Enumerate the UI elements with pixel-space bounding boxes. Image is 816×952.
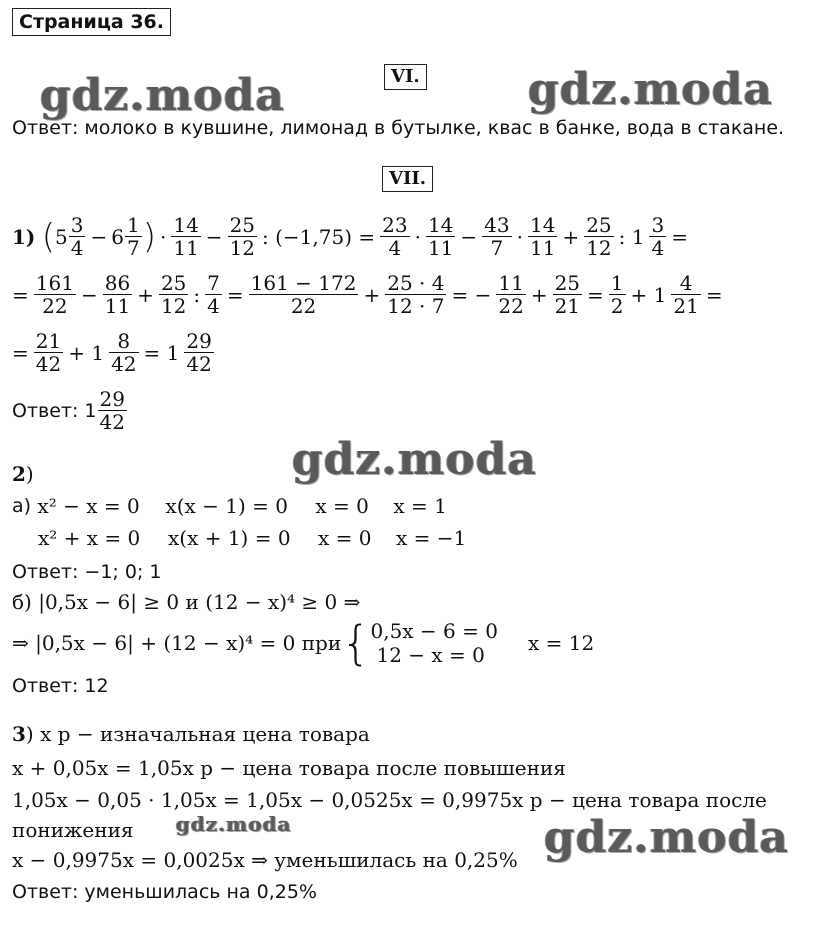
watermark: gdz.moda	[528, 64, 774, 115]
p2-a-line2: x² + x = 0 x(x + 1) = 0 x = 0 x = −1	[38, 526, 467, 550]
p1-number: 1)	[12, 224, 36, 249]
p3-answer: Ответ: уменьшилась на 0,25%	[12, 881, 317, 903]
page-label: Страница 36.	[12, 8, 171, 36]
p2-a-answer: Ответ: −1; 0; 1	[12, 561, 162, 583]
p2-a-line1: а) x² − x = 0 x(x − 1) = 0 x = 0 x = 1	[12, 494, 447, 518]
p1-line3: = $\frac{21}{42}$ + 1 $\frac{8}{42}$ = 1 $\frac{29}{42}$	[12, 329, 212, 376]
watermark: gdz.moda	[176, 812, 292, 836]
watermark: gdz.moda	[544, 812, 790, 863]
section-label-vi: VI.	[384, 64, 427, 90]
p3-line5: x − 0,9975x = 0,0025x ⇒ уменьшилась на 0,25%	[12, 848, 518, 872]
p3-line3: 1,05x − 0,05 · 1,05x = 1,05x − 0,0525x = 0,9975x р − цена товара после	[12, 788, 767, 812]
watermark: gdz.moda	[292, 434, 538, 485]
watermark: gdz.moda	[40, 70, 286, 121]
p1-line2: = $\frac{161}{22}$ − $\frac{86}{11}$ + $\frac{25}{12}$ : $\frac{7}{4}$ = $\frac{161 - 172}{22}$ + $\frac{25 \cdot 4}{12 \cdot 7}$ = − $\frac{11}{22}$ + $\frac{25}{21}$ = $\frac{1}{2}$ + 1 $\frac{4}{21}$ =	[12, 271, 723, 318]
p1-line1: 1) ( 5 $\frac{3}{4}$ − 6 $\frac{1}{7}$ ) · $\frac{14}{11}$ − $\frac{25}{12}$ : (−1,75) = $\frac{23}{4}$ · $\frac{14}{11}$ − $\frac{43}{7}$ · $\frac{14}{11}$ + $\frac{25}{12}$ : 1 $\frac{3}{4}$ =	[12, 213, 688, 260]
p3-line2: x + 0,05x = 1,05x р − цена товара после повышения	[12, 756, 566, 780]
section-label-vii: VII.	[382, 166, 433, 192]
p3-line4: понижения	[12, 818, 134, 842]
p2-number: 2)	[12, 462, 34, 486]
p2-b-line1: б) |0,5x − 6| ≥ 0 и (12 − x)⁴ ≥ 0 ⇒	[12, 590, 361, 614]
section-vi-answer: Ответ: молоко в кувшине, лимонад в бутылке, квас в банке, вода в стакане.	[12, 117, 785, 139]
p1-answer: Ответ: 1 $\frac{29}{42}$	[12, 387, 125, 434]
p2-b-answer: Ответ: 12	[12, 675, 109, 697]
p3-line1: 3) x р − изначальная цена товара	[12, 722, 370, 746]
p2-b-line2: ⇒ |0,5x − 6| + (12 − x)⁴ = 0 при { 0,5x − 6 = 0 12 − x = 0 x = 12	[12, 616, 595, 670]
